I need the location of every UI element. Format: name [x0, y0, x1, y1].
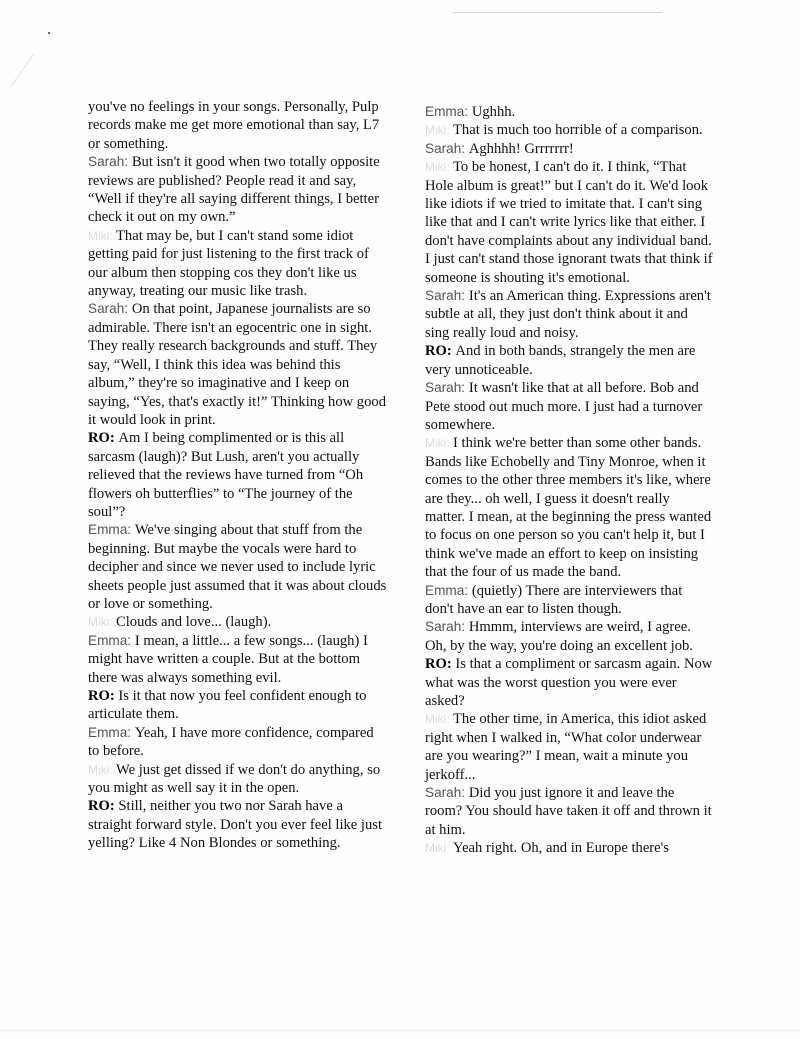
paragraph-text: I think we're better than some other bands. Bands like Echobelly and Tiny Monroe, when it comes to the other three members it's like, where are they... oh well, I guess it doesn't really matter. I mean, at the beginning the press wanted to focus on one person so you can't help it, but I think we've made an effort to keep on insisting that the four of us made the band. — [425, 435, 712, 581]
paragraph-text: Is that a compliment or sarcasm again. Now what was the worst question you were ever asked? — [425, 656, 713, 709]
paragraph-text: We just get dissed if we don't do anything, so you might as well say it in the open. — [88, 761, 381, 797]
paragraph-text: you've no feelings in your songs. Personally, Pulp records make me get more emotional than say, L7 or something. — [88, 99, 380, 152]
interview-paragraph — [88, 300, 388, 429]
interview-paragraph — [425, 158, 713, 287]
interview-paragraph — [425, 434, 713, 581]
paragraph-text: That is much too horrible of a comparison. — [453, 122, 703, 139]
speaker-label: RO: — [88, 798, 119, 815]
paragraph-text: The other time, in America, this idiot asked right when I walked in, “What color underwear are you wearing?” I mean, wait a minute you jerkoff... — [425, 711, 707, 783]
interview-paragraph — [88, 797, 388, 852]
speaker-label: Miki: — [88, 228, 116, 243]
paragraph-text: It wasn't like that at all before. Bob and Pete stood out much more. I just had a turnover somewhere. — [425, 380, 703, 433]
speaker-label: Sarah: — [425, 619, 469, 635]
interview-paragraph — [88, 687, 388, 724]
paragraph-text: I mean, a little... a few songs... (laugh) I might have written a couple. But at the bottom there was always something evil. — [88, 632, 368, 686]
speaker-label: Emma: — [425, 104, 472, 119]
speaker-label: Miki: — [425, 712, 453, 727]
speaker-label: Sarah: — [88, 301, 132, 317]
speaker-label: Miki: — [88, 615, 116, 630]
interview-paragraph — [425, 710, 713, 784]
paragraph-text: Am I being complimented or is this all sarcasm (laugh)? But Lush, aren't you actually relieved that the reviews have turned from “Oh flowers oh butterflies” to “The journey of the soul”? — [88, 430, 364, 520]
interview-paragraph — [425, 103, 713, 121]
interview-paragraph — [88, 632, 388, 687]
paragraph-text: Ughhh. — [471, 104, 516, 120]
paragraph-text: Yeah, I have more confidence, compared to before. — [88, 724, 374, 760]
paragraph-text: Hmmm, interviews are weird, I agree. Oh, by the way, you're doing an excellent job. — [425, 619, 693, 654]
speaker-label: Miki: — [425, 841, 453, 856]
interview-paragraph — [425, 379, 713, 434]
paragraph-text: Still, neither you two nor Sarah have a straight forward style. Don't you ever feel like just yelling? Like 4 Non Blondes or something. — [88, 798, 383, 852]
speaker-label: RO: — [88, 430, 119, 447]
paragraph-text: Aghhhh! Grrrrrrr! — [468, 140, 574, 157]
interview-paragraph — [425, 582, 713, 619]
scan-mark-top — [452, 12, 662, 13]
paragraph-text: Did you just ignore it and leave the room? You should have taken it off and thrown it at him. — [425, 785, 712, 838]
paragraph-text: That may be, but I can't stand some idiot getting paid for just listening to the first track of our album then stopping cos they don't like us anyway, treating our music like trash. — [88, 227, 369, 300]
paragraph-text: To be honest, I can't do it. I think, “That Hole album is great!” but I can't do it. We'd look like idiots if we tried to imitate that. I can't sing like that and I can't write lyrics like that either. I don't have complaints about any individual band. I just can't stand those ignorant twats that think if someone is shouting it's emotional. — [425, 159, 713, 286]
interview-paragraph — [88, 724, 388, 761]
speaker-label: Sarah: — [425, 288, 469, 304]
speaker-label: RO: — [425, 343, 456, 360]
interview-paragraph — [425, 121, 713, 139]
paragraph-text: On that point, Japanese journalists are so admirable. There isn't an egocentric one in sight. They really research backgrounds and stuff. They say, “Well, I think this idea was behind this album,” they're so imaginative and I keep on saying, “Yes, that's exactly it!” Thinking how good it would look in print. — [88, 301, 386, 428]
interview-paragraph — [425, 287, 713, 342]
speaker-label: Emma: — [88, 724, 135, 740]
paragraph-text: Is it that now you feel confident enough to articulate them. — [88, 688, 367, 723]
speaker-label: Sarah: — [425, 785, 469, 801]
scan-mark-dot — [48, 32, 50, 34]
interview-paragraph — [425, 655, 713, 710]
speaker-label: Sarah: — [88, 154, 132, 170]
interview-column-right — [425, 103, 713, 858]
paragraph-text: It's an American thing. Expressions aren't subtle at all, they just don't think about it and sing really loud and noisy. — [425, 288, 711, 341]
interview-paragraph — [425, 140, 713, 158]
speaker-label: RO: — [88, 688, 119, 704]
interview-paragraph — [425, 839, 713, 857]
scan-mark-bottom — [0, 1030, 800, 1031]
speaker-label: Miki: — [425, 436, 453, 451]
speaker-label: RO: — [425, 656, 456, 673]
paragraph-text: We've singing about that stuff from the beginning. But maybe the vocals were hard to decipher and since we never used to include lyric sheets people just assumed that it was about clouds or love or something. — [88, 522, 387, 612]
paragraph-text: And in both bands, strangely the men are very unnoticeable. — [425, 343, 696, 378]
interview-paragraph — [425, 618, 713, 655]
speaker-label: Miki: — [88, 762, 116, 777]
speaker-label: Emma: — [88, 632, 135, 648]
interview-paragraph — [88, 613, 388, 631]
speaker-label: Emma: — [88, 522, 135, 538]
interview-paragraph — [425, 342, 713, 379]
interview-paragraph — [88, 521, 388, 613]
paragraph-text: Clouds and love... (laugh). — [116, 614, 272, 631]
interview-paragraph — [88, 227, 388, 301]
interview-paragraph — [425, 784, 713, 839]
interview-column-left — [88, 98, 388, 853]
speaker-label: Miki: — [425, 160, 453, 175]
paragraph-text: Yeah right. Oh, and in Europe there's — [453, 840, 669, 857]
speaker-label: Miki: — [425, 123, 453, 138]
speaker-label: Sarah: — [425, 140, 469, 156]
interview-paragraph — [88, 761, 388, 798]
paragraph-text: (quietly) There are interviewers that don't have an ear to listen though. — [425, 582, 683, 617]
interview-paragraph — [88, 98, 388, 153]
speaker-label: Sarah: — [425, 380, 469, 396]
speaker-label: Emma: — [425, 582, 472, 598]
scan-mark-line — [11, 53, 35, 86]
interview-paragraph — [88, 153, 388, 227]
paragraph-text: But isn't it good when two totally opposite reviews are published? People read it and say, “Well if they're all saying different things, I better check it out on my own.” — [88, 154, 380, 226]
interview-paragraph — [88, 429, 388, 521]
